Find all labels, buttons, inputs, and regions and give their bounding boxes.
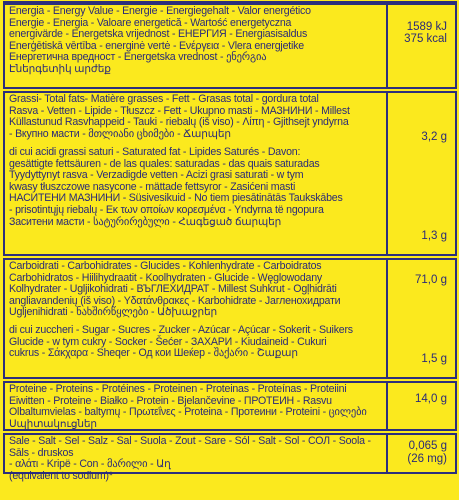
protein-label: Proteine - Proteins - Protéines - Proteinen - Proteinas - Proteínas - Proteiini Eiwitten - Proteine - Białko - Protein - Bjelančevine - ПРОТЕИН - Rasvu Olbaltumvielas - baltymų - Πρωτεΐνες - Proteina - Протеини - Proteini - ცილები Սպիտակուցներ bbox=[9, 383, 367, 430]
fat-row bbox=[3, 91, 457, 256]
fat-total-value: 3,2 g bbox=[421, 131, 447, 143]
carbohydrate-label: Carboidrati - Carbohidrates - Glucides - Kohlenhydrate - Carboidratos Carbohidratos - Hiilihydraatit - Koolhydraten - Glucide - Węglowodany Kolhydrater - Ugljikohidrati - ВЪГЛЕХИДРАТ - Millest Suhkrut - Ogļhidrāti angliavandenių (iš viso) - Υδατάνθρακες - Karbohidrate - Јагленохидрати Ugljenihidrati - ნახშირწყლები - Ածխաջրեր bbox=[9, 260, 341, 319]
sodium-value: (26 mg) bbox=[407, 453, 447, 465]
carbohydrate-total-value: 71,0 g bbox=[415, 274, 447, 286]
energy-row bbox=[3, 3, 457, 89]
energy-kcal-value: 375 kcal bbox=[404, 33, 447, 45]
salt-label: Sale - Salt - Sel - Salz - Sal - Suola - Zout - Sare - Sól - Salt - Sol - СОЛ - Soola - Sāls - druskos - αλάτι - Kripë - Con - მარილი - Աղ (equivalent to sodium)* bbox=[9, 435, 371, 482]
protein-row bbox=[3, 381, 457, 431]
sugar-label: di cui zuccheri - Sugar - Sucres - Zucker - Azúcar - Açúcar - Sokerit - Suikers Glucide - w tym cukry - Socker - Šećer - ЗАХАРИ - Kiudaineid - Cukuri cukrus - Σάκχαρα - Sheqer - Од кои Шеќер - შაქარი - Շաքար bbox=[9, 324, 353, 360]
sugar-value: 1,5 g bbox=[421, 353, 447, 365]
energy-kj-value: 1589 kJ bbox=[406, 21, 447, 33]
salt-row bbox=[3, 433, 457, 482]
salt-value: 0,065 g bbox=[408, 440, 447, 452]
carbohydrate-row bbox=[3, 258, 457, 379]
saturated-fat-label: di cui acidi grassi saturi - Saturated fat - Lipides Saturés - Davon: gesättigte fettsäuren - de las quales: saturadas - das quais saturadas Tyydyttynyt rasva - Verzadigde vetten - Acizi grasi saturati - w tym kwasy tłuszczowe nasycone - mättade fettsyror - Zasićeni masti НАСИТЕНИ МАЗНИНИ - Süsivesikuid - No tiem piesātinātās Taukskābes - prisotintųjų riebalų - Εκ των οποίων κορεσμένα - Yndyrna të ngopura Заситени масти - სატურირებული - Հագեցած ճարպեր bbox=[9, 146, 343, 228]
protein-value: 14,0 g bbox=[415, 393, 447, 405]
fat-label: Grassi- Total fats- Matière grasses - Fett - Grasas total - gordura total Rasva - Vetten - Lipide - Tłuszcz - Fett - Ukupno masti - МАЗНИНИ - Millest Küllastunud Rasvhappeid - Tauki - riebalų (iš viso) - Λίπη - Gjithsejt yndyrna - Вкупно масти - მთლიანი ცხიმები - Ճարպեր bbox=[9, 93, 350, 140]
column-divider bbox=[386, 383, 388, 429]
saturated-fat-value: 1,3 g bbox=[421, 230, 447, 242]
column-divider bbox=[386, 5, 388, 87]
energy-label: Energia - Energy Value - Energie - Energiegehalt - Valor energético Energie - Energia - Valoare energetică - Wartość energetyczna energivärde - Energetska vrijednost - ЕНЕРГИЯ - Energiasisaldus Enerģētiskā vērtība - energinė vertė - Ενέργεια - Vlera energjetike Енергетична вредност - Energetska vrednost - ენერგია Էներգետիկ արժեք bbox=[9, 5, 311, 75]
